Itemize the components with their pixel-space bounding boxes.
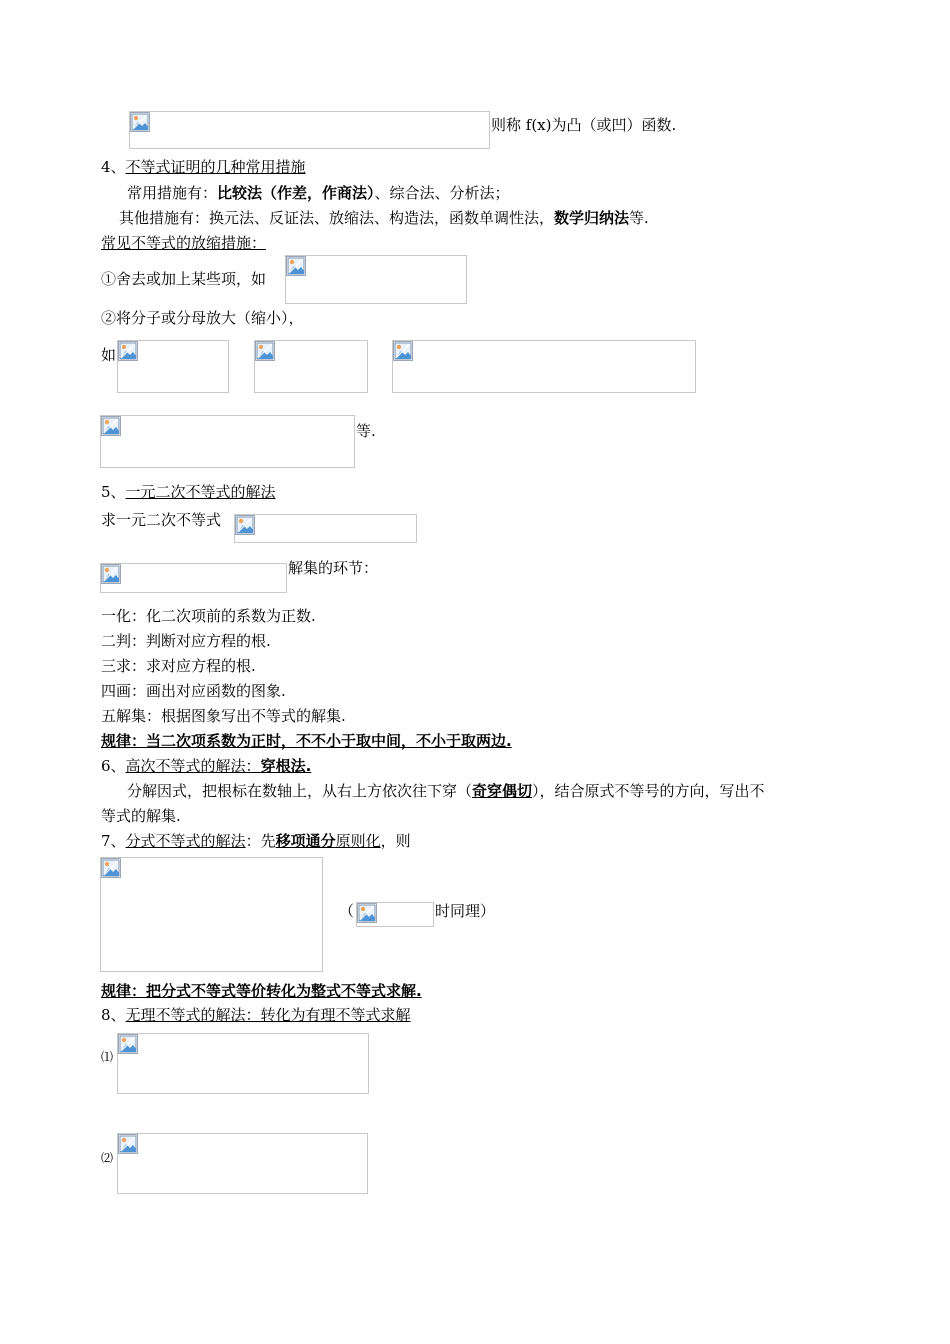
section-4-title: 不等式证明的几种常用措施 bbox=[125, 158, 306, 176]
broken-image-icon bbox=[357, 903, 377, 923]
formula-image-scaling-2d bbox=[100, 415, 355, 468]
broken-image-icon bbox=[255, 341, 275, 361]
irrational-item-1-label: ⑴ bbox=[101, 1050, 114, 1064]
section-6-heading: 6、高次不等式的解法：穿根法. bbox=[101, 757, 312, 775]
paren-open: （ bbox=[339, 902, 355, 920]
irrational-item-2-label: ⑵ bbox=[101, 1151, 114, 1165]
quadratic-rule: 规律：当二次项系数为正时，不不小于取中间，不小于取两边. bbox=[101, 732, 512, 750]
step-3: 三求：求对应方程的根. bbox=[101, 657, 256, 675]
broken-image-icon bbox=[101, 858, 121, 878]
section-5-title: 一元二次不等式的解法 bbox=[125, 483, 276, 501]
convex-definition-text: 则称 f(x)为凸（或凹）函数. bbox=[491, 116, 677, 134]
broken-image-icon bbox=[286, 256, 306, 276]
section-4-heading: 4、不等式证明的几种常用措施 bbox=[101, 158, 306, 176]
formula-image-irrational-2 bbox=[117, 1133, 368, 1194]
section-5-heading: 5、一元二次不等式的解法 bbox=[101, 483, 276, 501]
quadratic-intro: 求一元二次不等式 bbox=[101, 511, 222, 529]
section-8-heading: 8、无理不等式的解法：转化为有理不等式求解 bbox=[101, 1006, 411, 1024]
broken-image-icon bbox=[235, 515, 255, 535]
root-method-line-2: 等式的解集. bbox=[101, 807, 181, 825]
other-methods-line: 其他措施有：换元法、反证法、放缩法、构造法，函数单调性法，数学归纳法等. bbox=[119, 209, 649, 227]
root-method-line-1: 分解因式，把根标在数轴上，从右上方依次往下穿（奇穿偶切），结合原式不等号的方向，写出不 bbox=[127, 782, 765, 800]
formula-image-scaling-1 bbox=[285, 255, 467, 304]
section-7-heading: 7、分式不等式的解法：先移项通分原则化，则 bbox=[101, 832, 411, 850]
example-prefix: 如 bbox=[101, 346, 117, 364]
formula-image-convex bbox=[129, 111, 490, 149]
formula-image-quadratic-1 bbox=[234, 514, 417, 543]
formula-image-fraction-system bbox=[100, 857, 323, 972]
scaling-item-1: ①舍去或加上某些项，如 bbox=[101, 270, 267, 288]
step-5: 五解集：根据图象写出不等式的解集. bbox=[101, 707, 346, 725]
formula-image-scaling-2a bbox=[117, 340, 229, 393]
step-1: 一化：化二次项前的系数为正数. bbox=[101, 607, 316, 625]
scaling-methods-title: 常见不等式的放缩措施： bbox=[101, 234, 267, 252]
broken-image-icon bbox=[393, 341, 413, 361]
broken-image-icon bbox=[118, 1134, 138, 1154]
formula-image-scaling-2c bbox=[392, 340, 696, 393]
solution-steps-label: 解集的环节： bbox=[288, 559, 379, 577]
fraction-rule: 规律：把分式不等式等价转化为整式不等式求解. bbox=[101, 982, 422, 1000]
similarly-text: 时同理） bbox=[435, 902, 496, 920]
scaling-item-2: ②将分子或分母放大（缩小）， bbox=[101, 309, 304, 327]
formula-image-irrational-1 bbox=[117, 1033, 369, 1094]
broken-image-icon bbox=[130, 112, 150, 132]
broken-image-icon bbox=[118, 341, 138, 361]
step-2: 二判：判断对应方程的根. bbox=[101, 632, 271, 650]
formula-image-scaling-2b bbox=[254, 340, 368, 393]
broken-image-icon bbox=[118, 1034, 138, 1054]
formula-image-fraction-condition bbox=[356, 902, 434, 927]
formula-image-quadratic-2 bbox=[100, 563, 287, 593]
broken-image-icon bbox=[101, 564, 121, 584]
etc-text: 等. bbox=[356, 422, 376, 440]
broken-image-icon bbox=[101, 416, 121, 436]
step-4: 四画：画出对应函数的图象. bbox=[101, 682, 286, 700]
common-methods-line: 常用措施有：比较法（作差，作商法）、综合法、分析法； bbox=[127, 184, 510, 202]
